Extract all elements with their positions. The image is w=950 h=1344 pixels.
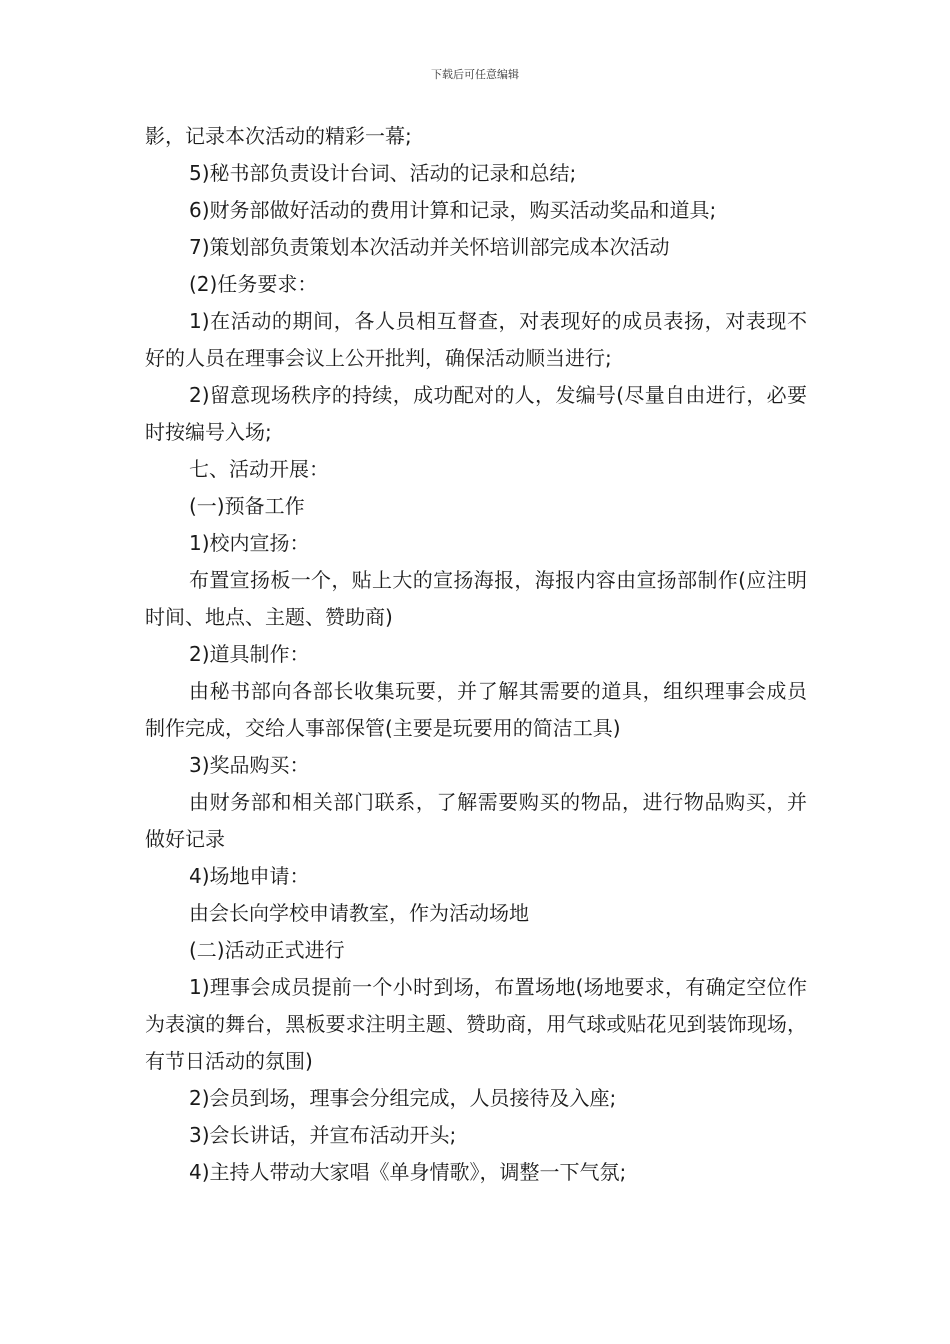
paragraph-2: 5)秘书部负责设计台词、活动的记录和总结; bbox=[189, 161, 577, 185]
paragraph-22: 4)主持人带动大家唱《单身情歌》，调整一下气氛; bbox=[189, 1160, 627, 1184]
paragraph-9: (一)预备工作 bbox=[189, 494, 305, 518]
paragraph-6: 1)在活动的期间，各人员相互督查，对表现好的成员表扬，对表现不好的人员在理事会议上公开批判，确保活动顺当进行; bbox=[145, 309, 807, 370]
paragraph-13: 由秘书部向各部长收集玩要，并了解其需要的道具，组织理事会成员制作完成，交给人事部保管(主要是玩要用的简洁工具) bbox=[145, 679, 807, 740]
paragraph-4: 7)策划部负责策划本次活动并关怀培训部完成本次活动 bbox=[189, 235, 670, 259]
paragraph-7: 2)留意现场秩序的持续，成功配对的人，发编号(尽量自由进行，必要时按编号入场; bbox=[145, 383, 807, 444]
paragraph-18: (二)活动正式进行 bbox=[189, 938, 345, 962]
paragraph-11: 布置宣扬板一个，贴上大的宣扬海报，海报内容由宣扬部制作(应注明时间、地点、主题、赞助商) bbox=[145, 568, 807, 629]
paragraph-12: 2)道具制作： bbox=[189, 642, 310, 666]
paragraph-19: 1)理事会成员提前一个小时到场，布置场地(场地要求，有确定空位作为表演的舞台，黑板要求注明主题、赞助商，用气球或贴花见到装饰现场，有节日活动的氛围) bbox=[145, 975, 807, 1073]
document-body bbox=[145, 118, 807, 1191]
paragraph-1: 影，记录本次活动的精彩一幕; bbox=[145, 124, 412, 148]
paragraph-17: 由会长向学校申请教室，作为活动场地 bbox=[189, 901, 529, 925]
paragraph-15: 由财务部和相关部门联系，了解需要购买的物品，进行物品购买，并做好记录 bbox=[145, 790, 807, 851]
paragraph-14: 3)奖品购买： bbox=[189, 753, 310, 777]
paragraph-8: 七、活动开展： bbox=[189, 457, 329, 481]
paragraph-16: 4)场地申请： bbox=[189, 864, 310, 888]
paragraph-10: 1)校内宣扬： bbox=[189, 531, 310, 555]
paragraph-20: 2)会员到场，理事会分组完成，人员接待及入座; bbox=[189, 1086, 617, 1110]
paragraph-3: 6)财务部做好活动的费用计算和记录，购买活动奖品和道具; bbox=[189, 198, 717, 222]
paragraph-5: (2)任务要求： bbox=[189, 272, 318, 296]
page-header: 下载后可任意编辑 bbox=[431, 68, 519, 81]
paragraph-21: 3)会长讲话，并宣布活动开头; bbox=[189, 1123, 457, 1147]
